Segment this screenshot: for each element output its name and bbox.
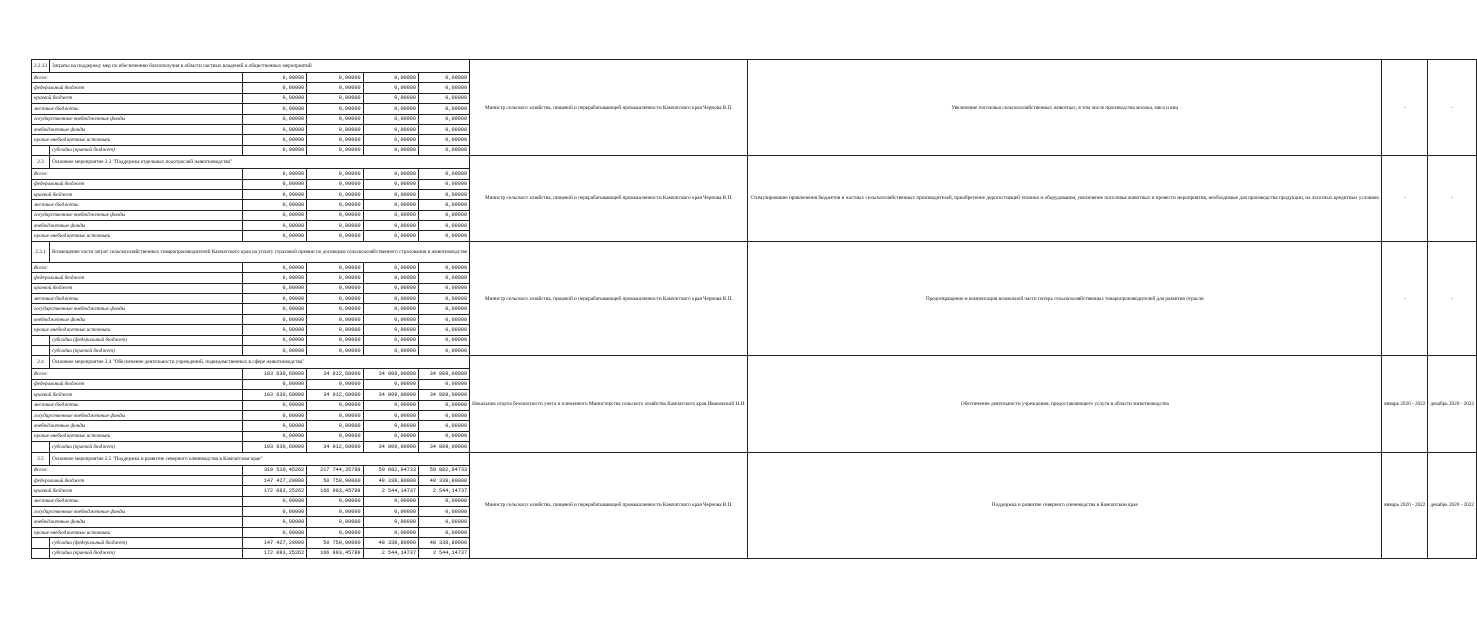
value-cell: 0,00000 bbox=[242, 283, 306, 293]
row-label: государственные внебюджетные фонды bbox=[32, 304, 243, 314]
value-cell: 0,00000 bbox=[307, 379, 363, 389]
row-label: прочие внебюджетные источники bbox=[32, 431, 243, 441]
row-label: государственные внебюджетные фонды bbox=[32, 507, 243, 517]
value-cell: 0,00000 bbox=[307, 231, 363, 241]
value-cell: 34 809,00000 bbox=[363, 442, 418, 452]
value-cell: 34 809,00000 bbox=[363, 390, 418, 400]
value-cell: 0,00000 bbox=[363, 210, 418, 220]
value-cell: 0,00000 bbox=[419, 421, 470, 431]
value-cell: 0,00000 bbox=[307, 93, 363, 103]
section-header-row bbox=[32, 60, 1477, 73]
value-cell: 0,00000 bbox=[242, 273, 306, 283]
value-cell: 0,00000 bbox=[419, 294, 470, 304]
row-label: внебюджетные фонды bbox=[32, 517, 243, 527]
value-cell: 0,00000 bbox=[419, 135, 470, 145]
value-cell: 50 750,90000 bbox=[307, 538, 363, 548]
row-label: федеральный бюджет bbox=[32, 179, 243, 189]
indent-cell bbox=[32, 548, 50, 558]
value-cell: 0,00000 bbox=[307, 145, 363, 155]
section-start: январь 2020 - 2022 bbox=[1382, 452, 1428, 559]
section-code: 2.2.13 bbox=[32, 60, 50, 73]
value-cell: 0,00000 bbox=[307, 421, 363, 431]
row-label: внебюджетные фонды bbox=[32, 221, 243, 231]
value-cell: 2 544,14737 bbox=[419, 486, 470, 496]
value-cell: 0,00000 bbox=[307, 169, 363, 179]
value-cell: 0,00000 bbox=[419, 83, 470, 93]
row-label: субсидии (краевой бюджет) bbox=[49, 345, 242, 355]
value-cell: 0,00000 bbox=[242, 231, 306, 241]
section-result: Предотвращение и компенсация возможной части потерь сельскохозяйственных товаропроизводителей для развития отрасли bbox=[748, 241, 1382, 356]
value-cell: 103 630,60000 bbox=[242, 369, 306, 379]
value-cell: 0,00000 bbox=[242, 135, 306, 145]
value-cell: 0,00000 bbox=[307, 294, 363, 304]
value-cell: 0,00000 bbox=[242, 345, 306, 355]
value-cell: 0,00000 bbox=[242, 169, 306, 179]
row-label: местные бюджеты bbox=[32, 200, 243, 210]
value-cell: 0,00000 bbox=[307, 283, 363, 293]
row-label: краевой бюджет bbox=[32, 486, 243, 496]
section-title: Возмещение части затрат сельскохозяйственных товаропроизводителей Камчатского края на уплату страховой премии по договорам сельскохозяйственного страхования в животноводстве bbox=[49, 241, 469, 262]
section-title: Затраты на поддержку мер по обеспечению благополучия в области частных владений и общественных мероприятий bbox=[49, 60, 469, 73]
row-label: федеральный бюджет bbox=[32, 379, 243, 389]
value-cell: 0,00000 bbox=[242, 145, 306, 155]
value-cell: 50 882,94733 bbox=[419, 465, 470, 475]
value-cell: 0,00000 bbox=[307, 314, 363, 324]
row-label: Всего: bbox=[32, 465, 243, 475]
value-cell: 0,00000 bbox=[419, 73, 470, 83]
value-cell: 0,00000 bbox=[307, 410, 363, 420]
section-title: Основное мероприятие 2.3 "Поддержка отдельных подотраслей животноводства" bbox=[49, 156, 469, 169]
budget-table-body bbox=[32, 60, 1477, 559]
value-cell: 34 809,00000 bbox=[419, 390, 470, 400]
row-label: внебюджетные фонды bbox=[32, 314, 243, 324]
value-cell: 217 744,35789 bbox=[307, 465, 363, 475]
value-cell: 0,00000 bbox=[363, 273, 418, 283]
row-label: краевой бюджет bbox=[32, 93, 243, 103]
value-cell: 0,00000 bbox=[419, 104, 470, 114]
section-start: - bbox=[1382, 241, 1428, 356]
row-label: субсидии (краевой бюджет) bbox=[49, 442, 242, 452]
value-cell: 0,00000 bbox=[419, 325, 470, 335]
section-header-row bbox=[32, 452, 1477, 465]
section-start: - bbox=[1382, 60, 1428, 156]
value-cell: 0,00000 bbox=[307, 400, 363, 410]
value-cell: 0,00000 bbox=[363, 335, 418, 345]
value-cell: 0,00000 bbox=[307, 273, 363, 283]
row-label: Всего: bbox=[32, 73, 243, 83]
indent-cell bbox=[32, 345, 50, 355]
value-cell: 48 338,80000 bbox=[363, 475, 418, 485]
row-label: государственные внебюджетные фонды bbox=[32, 210, 243, 220]
value-cell: 103 630,60000 bbox=[242, 442, 306, 452]
row-label: прочие внебюджетные источники bbox=[32, 325, 243, 335]
value-cell: 2 544,14737 bbox=[419, 548, 470, 558]
value-cell: 0,00000 bbox=[307, 262, 363, 272]
value-cell: 0,00000 bbox=[242, 517, 306, 527]
value-cell: 0,00000 bbox=[419, 179, 470, 189]
value-cell: 34 012,60000 bbox=[307, 442, 363, 452]
value-cell: 34 809,00000 bbox=[419, 442, 470, 452]
value-cell: 0,00000 bbox=[307, 221, 363, 231]
section-executor: Министр сельского хозяйства, пищевой и перерабатывающей промышленности Камчатского края Чернова В.П. bbox=[470, 156, 748, 242]
section-end: декабрь 2020 - 2022 bbox=[1428, 356, 1477, 452]
value-cell: 0,00000 bbox=[419, 283, 470, 293]
value-cell: 0,00000 bbox=[419, 507, 470, 517]
value-cell: 0,00000 bbox=[419, 379, 470, 389]
value-cell: 147 427,20000 bbox=[242, 538, 306, 548]
value-cell: 0,00000 bbox=[242, 210, 306, 220]
value-cell: 0,00000 bbox=[307, 83, 363, 93]
value-cell: 0,00000 bbox=[307, 135, 363, 145]
value-cell: 0,00000 bbox=[307, 189, 363, 199]
section-end: - bbox=[1428, 60, 1477, 156]
section-header-row bbox=[32, 356, 1477, 369]
section-executor: Министр сельского хозяйства, пищевой и перерабатывающей промышленности Камчатского края Чернова В.П. bbox=[470, 60, 748, 156]
indent-cell bbox=[32, 335, 50, 345]
section-start: - bbox=[1382, 156, 1428, 242]
value-cell: 0,00000 bbox=[307, 200, 363, 210]
row-label: прочие внебюджетные источники bbox=[32, 135, 243, 145]
value-cell: 0,00000 bbox=[307, 124, 363, 134]
value-cell: 0,00000 bbox=[419, 410, 470, 420]
value-cell: 0,00000 bbox=[242, 431, 306, 441]
row-label: федеральный бюджет bbox=[32, 273, 243, 283]
value-cell: 0,00000 bbox=[363, 179, 418, 189]
value-cell: 0,00000 bbox=[419, 124, 470, 134]
indent-cell bbox=[32, 442, 50, 452]
value-cell: 50 882,94733 bbox=[363, 465, 418, 475]
section-title: Основное мероприятие 2.5 "Поддержка и развитие северного оленеводства в Камчатском крае" bbox=[49, 452, 469, 465]
value-cell: 0,00000 bbox=[363, 135, 418, 145]
value-cell: 103 630,60000 bbox=[242, 390, 306, 400]
row-label: внебюджетные фонды bbox=[32, 421, 243, 431]
value-cell: 0,00000 bbox=[242, 314, 306, 324]
value-cell: 0,00000 bbox=[419, 169, 470, 179]
value-cell: 0,00000 bbox=[363, 314, 418, 324]
section-result: Обеспечение деятельности учреждения, предоставляющего услуги в области животноводства bbox=[748, 356, 1382, 452]
row-label: местные бюджеты bbox=[32, 294, 243, 304]
value-cell: 0,00000 bbox=[242, 400, 306, 410]
value-cell: 0,00000 bbox=[419, 335, 470, 345]
value-cell: 0,00000 bbox=[363, 262, 418, 272]
value-cell: 0,00000 bbox=[363, 507, 418, 517]
section-code: 2.4 bbox=[32, 356, 50, 369]
value-cell: 0,00000 bbox=[363, 325, 418, 335]
row-label: прочие внебюджетные источники bbox=[32, 231, 243, 241]
value-cell: 0,00000 bbox=[363, 304, 418, 314]
value-cell: 0,00000 bbox=[242, 507, 306, 517]
value-cell: 0,00000 bbox=[419, 262, 470, 272]
value-cell: 0,00000 bbox=[242, 73, 306, 83]
value-cell: 0,00000 bbox=[363, 83, 418, 93]
section-end: - bbox=[1428, 241, 1477, 356]
section-executor: Министр сельского хозяйства, пищевой и перерабатывающей промышленности Камчатского края Чернова В.П. bbox=[470, 241, 748, 356]
value-cell: 0,00000 bbox=[242, 262, 306, 272]
value-cell: 0,00000 bbox=[307, 304, 363, 314]
value-cell: 0,00000 bbox=[363, 200, 418, 210]
value-cell: 0,00000 bbox=[363, 431, 418, 441]
value-cell: 0,00000 bbox=[363, 73, 418, 83]
section-executor: Начальник отдела безопасности учета и племенного Министерства сельского хозяйства Камчатского края Ивановский Н.И. bbox=[470, 356, 748, 452]
value-cell: 172 083,25262 bbox=[242, 548, 306, 558]
section-result: Поддержка и развитие северного оленеводства в Камчатском крае bbox=[748, 452, 1382, 559]
value-cell: 0,00000 bbox=[242, 189, 306, 199]
section-header-row bbox=[32, 241, 1477, 262]
section-header-row bbox=[32, 156, 1477, 169]
section-result: Увеличение поголовья сельскохозяйственных животных, в том числе производства молока, мяса и яиц bbox=[748, 60, 1382, 156]
value-cell: 0,00000 bbox=[363, 124, 418, 134]
value-cell: 0,00000 bbox=[242, 325, 306, 335]
value-cell: 0,00000 bbox=[419, 431, 470, 441]
value-cell: 0,00000 bbox=[242, 527, 306, 537]
value-cell: 147 427,20000 bbox=[242, 475, 306, 485]
value-cell: 0,00000 bbox=[242, 496, 306, 506]
value-cell: 0,00000 bbox=[419, 189, 470, 199]
section-result: Стимулирование привлечения бюджетов и частных сельскохозяйственных производителей, приобретение дорогостоящей техники и оборудования, увеличение поголовья животных и провести мероприятия, необходимые для производства продукции, на льготных кредитных условиях bbox=[748, 156, 1382, 242]
value-cell: 0,00000 bbox=[419, 273, 470, 283]
row-label: субсидии (краевой бюджет) bbox=[49, 145, 242, 155]
value-cell: 0,00000 bbox=[363, 294, 418, 304]
value-cell: 0,00000 bbox=[419, 527, 470, 537]
value-cell: 0,00000 bbox=[307, 345, 363, 355]
value-cell: 166 993,45789 bbox=[307, 548, 363, 558]
value-cell: 0,00000 bbox=[363, 345, 418, 355]
section-end: - bbox=[1428, 156, 1477, 242]
value-cell: 0,00000 bbox=[307, 114, 363, 124]
value-cell: 0,00000 bbox=[363, 169, 418, 179]
row-label: краевой бюджет bbox=[32, 189, 243, 199]
value-cell: 0,00000 bbox=[419, 345, 470, 355]
value-cell: 34 809,00000 bbox=[363, 369, 418, 379]
value-cell: 0,00000 bbox=[307, 517, 363, 527]
row-label: государственные внебюджетные фонды bbox=[32, 410, 243, 420]
row-label: внебюджетные фонды bbox=[32, 124, 243, 134]
section-executor: Министр сельского хозяйства, пищевой и перерабатывающей промышленности Камчатского края Чернова В.П. bbox=[470, 452, 748, 559]
value-cell: 0,00000 bbox=[307, 73, 363, 83]
section-code: 2.3.1 bbox=[32, 241, 50, 262]
value-cell: 34 012,60000 bbox=[307, 369, 363, 379]
value-cell: 0,00000 bbox=[307, 104, 363, 114]
row-label: прочие внебюджетные источники bbox=[32, 527, 243, 537]
value-cell: 0,00000 bbox=[307, 527, 363, 537]
row-label: краевой бюджет bbox=[32, 390, 243, 400]
row-label: местные бюджеты bbox=[32, 400, 243, 410]
value-cell: 0,00000 bbox=[242, 379, 306, 389]
value-cell: 0,00000 bbox=[419, 114, 470, 124]
row-label: местные бюджеты bbox=[32, 496, 243, 506]
indent-cell bbox=[32, 538, 50, 548]
row-label: субсидии (федеральный бюджет) bbox=[49, 538, 242, 548]
value-cell: 0,00000 bbox=[419, 400, 470, 410]
value-cell: 0,00000 bbox=[242, 179, 306, 189]
value-cell: 0,00000 bbox=[419, 200, 470, 210]
value-cell: 172 083,25262 bbox=[242, 486, 306, 496]
value-cell: 0,00000 bbox=[242, 421, 306, 431]
value-cell: 0,00000 bbox=[363, 400, 418, 410]
value-cell: 0,00000 bbox=[363, 189, 418, 199]
value-cell: 2 544,14737 bbox=[363, 486, 418, 496]
value-cell: 0,00000 bbox=[363, 527, 418, 537]
section-code: 2.5 bbox=[32, 452, 50, 465]
row-label: федеральный бюджет bbox=[32, 475, 243, 485]
value-cell: 0,00000 bbox=[363, 496, 418, 506]
value-cell: 0,00000 bbox=[419, 231, 470, 241]
value-cell: 34 012,60000 bbox=[307, 390, 363, 400]
indent-cell bbox=[32, 145, 50, 155]
value-cell: 0,00000 bbox=[242, 221, 306, 231]
row-label: местные бюджеты bbox=[32, 104, 243, 114]
value-cell: 34 809,00000 bbox=[419, 369, 470, 379]
value-cell: 0,00000 bbox=[363, 114, 418, 124]
section-start: январь 2020 - 2022 bbox=[1382, 356, 1428, 452]
value-cell: 0,00000 bbox=[363, 145, 418, 155]
value-cell: 166 993,45789 bbox=[307, 486, 363, 496]
value-cell: 0,00000 bbox=[242, 93, 306, 103]
section-code: 2.3 bbox=[32, 156, 50, 169]
value-cell: 0,00000 bbox=[307, 335, 363, 345]
value-cell: 0,00000 bbox=[242, 304, 306, 314]
value-cell: 0,00000 bbox=[307, 210, 363, 220]
value-cell: 0,00000 bbox=[242, 114, 306, 124]
value-cell: 0,00000 bbox=[242, 335, 306, 345]
value-cell: 0,00000 bbox=[419, 93, 470, 103]
value-cell: 0,00000 bbox=[242, 410, 306, 420]
value-cell: 0,00000 bbox=[307, 431, 363, 441]
row-label: Всего: bbox=[32, 169, 243, 179]
row-label: государственные внебюджетные фонды bbox=[32, 114, 243, 124]
value-cell: 0,00000 bbox=[363, 221, 418, 231]
value-cell: 0,00000 bbox=[242, 200, 306, 210]
value-cell: 50 750,90000 bbox=[307, 475, 363, 485]
value-cell: 0,00000 bbox=[242, 124, 306, 134]
value-cell: 0,00000 bbox=[363, 93, 418, 103]
value-cell: 0,00000 bbox=[307, 496, 363, 506]
value-cell: 2 544,14737 bbox=[363, 548, 418, 558]
value-cell: 0,00000 bbox=[242, 83, 306, 93]
row-label: краевой бюджет bbox=[32, 283, 243, 293]
value-cell: 0,00000 bbox=[419, 304, 470, 314]
value-cell: 0,00000 bbox=[363, 283, 418, 293]
value-cell: 0,00000 bbox=[419, 496, 470, 506]
value-cell: 48 338,80000 bbox=[419, 475, 470, 485]
row-label: субсидии (федеральный бюджет) bbox=[49, 335, 242, 345]
value-cell: 0,00000 bbox=[363, 410, 418, 420]
value-cell: 0,00000 bbox=[419, 145, 470, 155]
value-cell: 319 510,45262 bbox=[242, 465, 306, 475]
value-cell: 0,00000 bbox=[307, 325, 363, 335]
value-cell: 0,00000 bbox=[419, 517, 470, 527]
value-cell: 0,00000 bbox=[363, 231, 418, 241]
value-cell: 0,00000 bbox=[307, 179, 363, 189]
value-cell: 0,00000 bbox=[419, 221, 470, 231]
section-title: Основное мероприятие 2.4 "Обеспечение деятельности учреждений, подведомственных в сфере животноводства" bbox=[49, 356, 469, 369]
value-cell: 0,00000 bbox=[363, 421, 418, 431]
row-label: Всего: bbox=[32, 262, 243, 272]
row-label: федеральный бюджет bbox=[32, 83, 243, 93]
row-label: субсидии (краевой бюджет) bbox=[49, 548, 242, 558]
value-cell: 48 338,80000 bbox=[363, 538, 418, 548]
value-cell: 0,00000 bbox=[419, 210, 470, 220]
value-cell: 0,00000 bbox=[242, 294, 306, 304]
value-cell: 0,00000 bbox=[242, 104, 306, 114]
row-label: Всего: bbox=[32, 369, 243, 379]
value-cell: 48 338,80000 bbox=[419, 538, 470, 548]
value-cell: 0,00000 bbox=[363, 517, 418, 527]
value-cell: 0,00000 bbox=[419, 314, 470, 324]
budget-table bbox=[31, 59, 1477, 559]
value-cell: 0,00000 bbox=[363, 104, 418, 114]
section-end: декабрь 2020 - 2022 bbox=[1428, 452, 1477, 559]
value-cell: 0,00000 bbox=[307, 507, 363, 517]
value-cell: 0,00000 bbox=[363, 379, 418, 389]
